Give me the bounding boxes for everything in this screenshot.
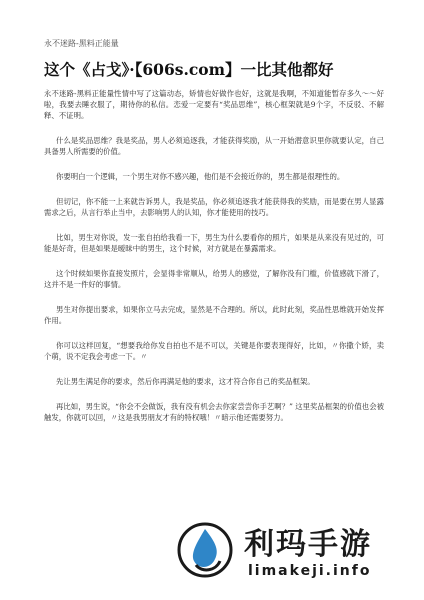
paragraph: 你可以这样回复，“想要我给你发自拍也不是不可以，关键是你要表现得好，比如，〃你撒个娇，卖个萌，说不定我会考虑一下。〃	[44, 341, 384, 361]
paragraph: 什么是奖品思维？我是奖品，男人必须追逐我，才能获得奖励，从一开始潜意识里你就要认定，自己具备男人所需要的价值。	[44, 136, 384, 156]
document-title: 这个《占戈》·【606s.com】一比其他都好	[44, 60, 334, 79]
paragraph: 但切记，你不能一上来就告诉男人，我是奖品，你必须追逐我才能获得我的奖励，而是要在男人显露需求之后，从言行举止当中，去影响男人的认知，你才能使用的技巧。	[44, 197, 384, 217]
paragraph: 先让男生满足你的要求，然后你再满足他的要求，这才符合你自己的奖品框架。	[56, 377, 315, 386]
paragraph: 这个时候如果你直接发照片，会显得非常顺从，给男人的感觉，了解你没有门槛，价值感就下滑了，这并不是一件好的事情。	[44, 269, 384, 289]
limakeji-logo-icon	[176, 521, 234, 579]
paragraph: 男生对你提出要求，如果你立马去完成，显然是不合理的。所以，此时此刻，奖品性思维就开始发挥作用。	[44, 305, 384, 325]
paragraph: 比如，男生对你说，发一张自拍给我看一下，男生为什么要看你的照片，如果是从来没有见过的，可能是好奇，但是如果是暧昧中的男生，这个时候，对方就是在暴露需求。	[44, 233, 384, 253]
watermark-url: limakeji.info	[248, 563, 372, 579]
paragraph: 你要明白一个逻辑，一个男生对你不感兴趣，他们是不会接近你的，男生都是很理性的。	[56, 172, 345, 181]
document-body	[44, 88, 384, 437]
paragraph: 再比如，男生说，“你会不会做饭，我有没有机会去你家尝尝你手艺啊？” 这里奖品框架的价值也会被触发，你就可以回，〃这是我男朋友才有的特权哦！〃暗示他还需要努力。	[44, 402, 384, 422]
document-header: 永不迷路-黑料正能量	[44, 39, 119, 48]
watermark-name: 利玛手游	[244, 527, 372, 562]
paragraph: 永不迷路-黑料正能量性情中写了这篇动态，矫情也好做作也好，这就是我啊，不知道能暂存多久～～好啦，我要去睡衣服了，期待你的私信。恋爱一定要有“奖品思维”，核心框架就是9个字，不反驳、不解释、不证明。	[44, 89, 384, 120]
watermark	[176, 515, 416, 590]
